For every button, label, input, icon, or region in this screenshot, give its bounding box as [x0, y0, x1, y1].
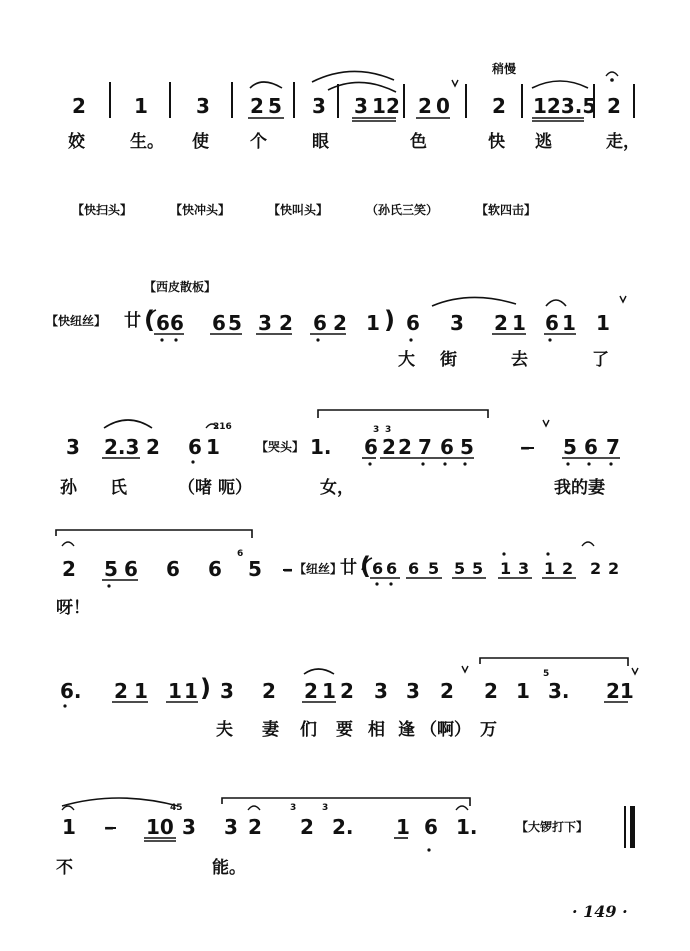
note: 6.	[60, 679, 82, 703]
note: 6	[424, 815, 438, 839]
lyric: 逢	[398, 720, 415, 740]
note: 2	[304, 679, 318, 703]
note: 3	[182, 815, 196, 839]
note: 6	[156, 311, 170, 335]
note: 6	[440, 435, 454, 459]
note: 3	[224, 815, 238, 839]
lyric: 呀！	[56, 598, 90, 618]
lyric: 街	[440, 350, 457, 370]
note: 2	[340, 679, 354, 703]
note: 1	[366, 311, 380, 335]
lyric: 要	[336, 720, 353, 740]
percussion-label: 【快纽丝】	[46, 314, 107, 328]
note: 6	[124, 557, 138, 581]
dash: –	[520, 435, 530, 459]
lyric: （啊）	[420, 720, 471, 740]
tempo-mark: 稍慢	[492, 62, 517, 76]
note: 2	[608, 559, 620, 578]
note: 2	[248, 815, 262, 839]
lyric: （啫	[178, 478, 212, 498]
lyric: 万	[480, 720, 497, 740]
note: 2	[279, 311, 293, 335]
note: 6	[408, 559, 420, 578]
note: 1	[544, 559, 556, 578]
note: 2.	[332, 815, 354, 839]
note: 3	[406, 679, 420, 703]
note: 6	[166, 557, 180, 581]
note: 1	[168, 679, 182, 703]
note: 2	[398, 435, 412, 459]
note: 0	[436, 94, 450, 118]
note: 2	[590, 559, 602, 578]
note: 3.	[548, 679, 570, 703]
note: 5	[563, 435, 577, 459]
note: 3	[374, 679, 388, 703]
note: 6	[545, 311, 559, 335]
note: 1.	[456, 815, 478, 839]
note: 6	[313, 311, 327, 335]
note: 1	[500, 559, 512, 578]
note: 1	[322, 679, 336, 703]
note: 2	[146, 435, 160, 459]
note: 6	[208, 557, 222, 581]
note-group: 21	[606, 679, 634, 703]
grace-notes: 45	[170, 803, 183, 813]
note-group: 2.3	[104, 435, 140, 459]
note: 1	[596, 311, 610, 335]
note: 6	[212, 311, 226, 335]
note: 3	[518, 559, 530, 578]
percussion-label: 【纽丝】	[294, 562, 343, 576]
final-barline-thin	[624, 806, 626, 848]
note: 3	[258, 311, 272, 335]
percussion-label: 【快叫头】	[268, 203, 329, 217]
note: 3	[312, 94, 326, 118]
note: 3	[66, 435, 80, 459]
lyric: 孙	[60, 478, 77, 498]
note: 1	[516, 679, 530, 703]
note: 1	[134, 94, 148, 118]
lyric: 大	[398, 350, 415, 370]
final-barline-thick	[630, 806, 635, 848]
note: 6	[170, 311, 184, 335]
note: 5	[248, 557, 262, 581]
lyric: 逃	[535, 132, 552, 152]
note: 2	[484, 679, 498, 703]
note: 1	[372, 94, 386, 118]
lyric: 相	[368, 720, 385, 740]
note: 6	[406, 311, 420, 335]
page-number: · 149 ·	[572, 902, 628, 921]
note: 2	[607, 94, 621, 118]
lyric: 生。	[130, 132, 164, 152]
grace-note: 5	[543, 669, 550, 679]
grace-note: 3	[322, 803, 329, 813]
lyric: 们	[300, 720, 317, 740]
note: 3	[354, 94, 368, 118]
lyric: 个	[250, 132, 267, 152]
percussion-label: 【快冲头】	[170, 203, 231, 217]
note: 5	[104, 557, 118, 581]
percussion-label: （孙氏三笑）	[366, 203, 439, 217]
note: 7	[606, 435, 620, 459]
note: 2	[333, 311, 347, 335]
note: 5	[428, 559, 440, 578]
grace-notes: 216	[213, 422, 232, 432]
note: 6	[364, 435, 378, 459]
lyric: 使	[192, 132, 209, 152]
note: 2	[72, 94, 86, 118]
note: 5	[460, 435, 474, 459]
note: 1	[396, 815, 410, 839]
grace-note: 3	[373, 425, 380, 435]
lyric: 不	[56, 858, 73, 878]
note: 1.	[310, 435, 332, 459]
note: 2	[262, 679, 276, 703]
grace-note: 6	[237, 549, 244, 559]
grace-note: 3	[290, 803, 297, 813]
note: 2	[62, 557, 76, 581]
note: 2	[382, 435, 396, 459]
note: 6	[372, 559, 384, 578]
paren-open: (	[144, 306, 155, 334]
lyric: 呃）	[218, 478, 252, 498]
note-group: 10	[146, 815, 174, 839]
note: 2	[114, 679, 128, 703]
note: 2	[494, 311, 508, 335]
note: 6	[584, 435, 598, 459]
note: 2	[440, 679, 454, 703]
banqiang-label: 【西皮散板】	[144, 280, 217, 294]
note: 2	[562, 559, 574, 578]
percussion-label: 【快扫头】	[72, 203, 133, 217]
note: 2	[418, 94, 432, 118]
paren-open: (	[360, 552, 371, 580]
lyric: 快	[488, 132, 505, 152]
note: 2	[386, 94, 400, 118]
dashes	[106, 448, 534, 828]
note: 1	[206, 435, 220, 459]
note: 2	[250, 94, 264, 118]
note: 6	[386, 559, 398, 578]
dash: –	[283, 557, 293, 581]
percussion-label: 【软四击】	[476, 203, 537, 217]
note-group: 123.5	[533, 94, 597, 118]
note: 5	[472, 559, 484, 578]
sa-mark: 廿	[340, 558, 357, 578]
note: 3	[450, 311, 464, 335]
lyric: 眼	[312, 132, 329, 152]
note: 2	[300, 815, 314, 839]
paren-close: )	[200, 674, 211, 702]
lyric: 氏	[110, 478, 127, 498]
lyric: 我的妻	[554, 478, 605, 498]
lyric: 去	[511, 350, 528, 370]
note: 5	[228, 311, 242, 335]
lyric: 色	[410, 132, 427, 152]
lyric: 了	[592, 350, 609, 370]
note: 5	[454, 559, 466, 578]
note: 6	[188, 435, 202, 459]
percussion-label: 【哭头】	[256, 440, 305, 454]
lyric: 能。	[212, 858, 246, 878]
lyric: 夫	[216, 720, 233, 740]
note: 3	[196, 94, 210, 118]
lyric: 姣	[68, 132, 85, 152]
note: 3	[220, 679, 234, 703]
sa-mark: 廿	[124, 311, 141, 331]
note: 1	[184, 679, 198, 703]
note: 1	[512, 311, 526, 335]
lyric: 妻	[262, 720, 279, 740]
dash: –	[104, 815, 114, 839]
note: 2	[492, 94, 506, 118]
grace-note: 3	[385, 425, 392, 435]
note: 1	[62, 815, 76, 839]
lyric: 女，	[320, 478, 354, 498]
note: 1	[134, 679, 148, 703]
note: 1	[562, 311, 576, 335]
lyric: 走，	[606, 132, 640, 152]
note: 7	[418, 435, 432, 459]
paren-close: )	[384, 306, 395, 334]
percussion-label: 【大锣打下】	[516, 820, 589, 834]
note: 5	[268, 94, 282, 118]
